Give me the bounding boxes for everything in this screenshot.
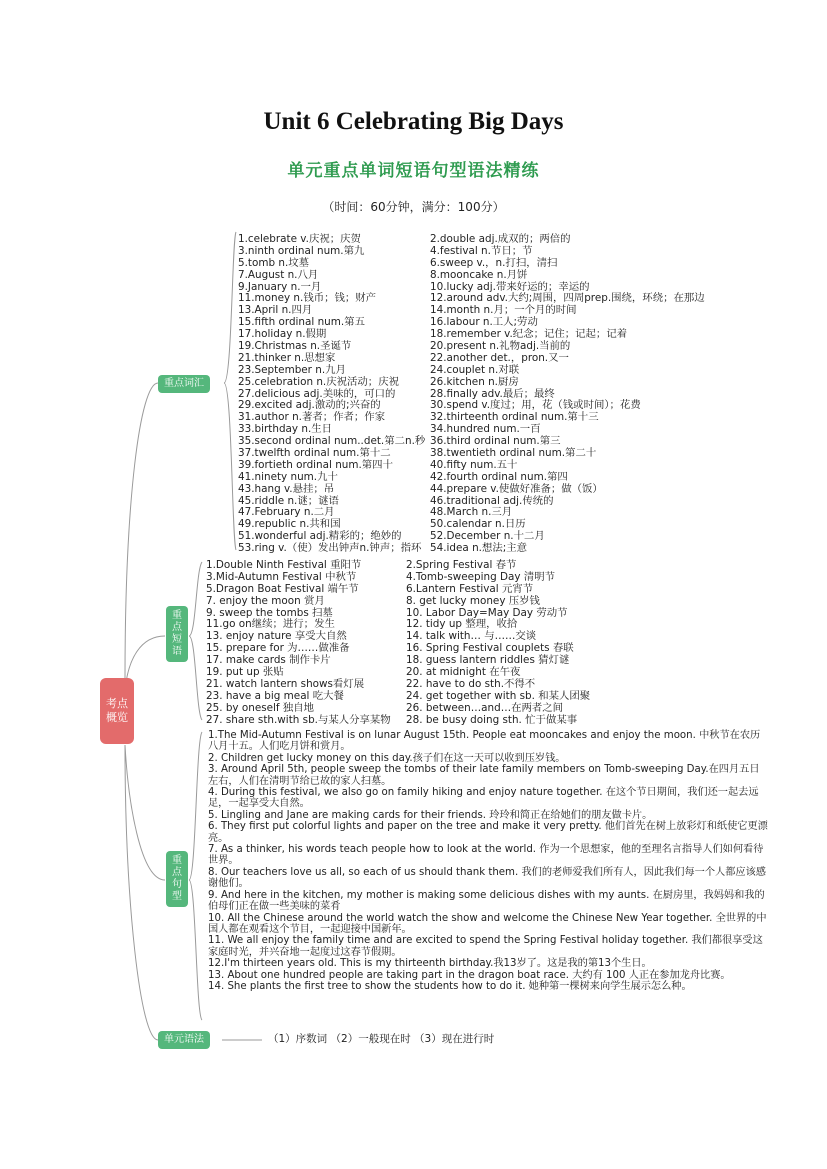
phrase-list-left [206, 560, 391, 726]
vocab-item: 19.Christmas n.圣诞节 [238, 340, 352, 353]
sentence-item: 7. As a thinker, his words teach people how to look at the world. 作为一个思想家，他的至理名言指导人们如何看待世界。 [208, 844, 764, 867]
sentence-item: 3. Around April 5th, people sweep the tombs of their late family members on Tomb-sweeping Day.在四月五日左右，人们在清明节给已故的家人扫墓。 [208, 764, 760, 787]
vocab-list-left [238, 234, 425, 555]
sentence-item: 14. She plants the first tree to show the students how to do it. 她种第一棵树来向学生展示怎么种。 [208, 980, 692, 992]
bracket-sentences [189, 732, 202, 1020]
vocab-item: 32.thirteenth ordinal num.第十三 [430, 411, 599, 424]
phrase-item: 18. guess lantern riddles 猜灯谜 [406, 654, 570, 667]
category-sentences: 重点句型 [166, 851, 188, 907]
vocab-item: 17.holiday n.假期 [238, 328, 327, 341]
vocab-item: 12.around adv.大约;周围，四周prep.围绕，环绕；在那边 [430, 292, 705, 305]
bracket-phrases [189, 562, 202, 720]
phrase-item: 5.Dragon Boat Festival 端午节 [206, 582, 359, 595]
vocab-item: 11.money n.钱币；钱；财产 [238, 292, 377, 305]
phrase-item: 13. enjoy nature 享受大自然 [206, 630, 347, 643]
vocab-item: 6.sweep v.，n.打扫，清扫 [430, 256, 558, 269]
category-grammar: 单元语法 [158, 1031, 210, 1049]
phrase-item: 14. talk with… 与……交谈 [406, 630, 537, 643]
grammar-items: （1）序数词 （2）一般现在时 （3）现在进行时 [268, 1033, 495, 1045]
phrase-item: 6.Lantern Festival 元宵节 [406, 582, 534, 595]
phrase-item: 25. by oneself 独自地 [206, 701, 315, 714]
vocab-item: 24.couplet n.对联 [430, 363, 520, 376]
page-subtitle: 单元重点单词短语句型语法精练 [287, 161, 540, 181]
phrase-item: 24. get together with sb. 和某人团聚 [406, 689, 591, 702]
vocab-item: 22.another det.，pron.又一 [430, 351, 569, 364]
vocab-item: 2.double adj.成双的；两倍的 [430, 233, 571, 245]
phrase-item: 2.Spring Festival 春节 [406, 559, 517, 571]
phrase-item: 16. Spring Festival couplets 春联 [406, 642, 574, 655]
phrase-item: 9. sweep the tombs 扫墓 [206, 606, 333, 619]
category-vocab: 重点词汇 [158, 375, 210, 393]
vocab-item: 44.prepare v.使做好准备；做（饭） [430, 482, 603, 495]
vocab-item: 49.republic n.共和国 [238, 518, 341, 531]
vocab-item: 10.lucky adj.带来好运的；幸运的 [430, 280, 590, 293]
vocab-item: 1.celebrate v.庆祝；庆贺 [238, 233, 361, 245]
vocab-item: 29.excited adj.激动的;兴奋的 [238, 399, 381, 412]
phrase-item: 15. prepare for 为……做准备 [206, 642, 350, 655]
sentence-item: 13. About one hundred people are taking part in the dragon boat race. 大约有 100 人正在参加龙舟比赛。 [208, 969, 731, 981]
vocab-item: 18.remember v.纪念；记住；记起；记着 [430, 328, 628, 341]
vocab-item: 4.festival n.节日；节 [430, 244, 533, 257]
vocab-item: 16.labour n.工人;劳动 [430, 316, 538, 329]
vocab-item: 47.February n.二月 [238, 506, 335, 519]
vocab-item: 7.August n.八月 [238, 268, 319, 281]
sentence-item: 1.The Mid-Autumn Festival is on lunar August 15th. People eat mooncakes and enjoy the moon. 中秋节在农历八月十五。人们吃月饼和赏月。 [208, 730, 761, 753]
vocab-item: 25.celebration n.庆祝活动；庆祝 [238, 375, 399, 388]
vocab-item: 41.ninety num.九十 [238, 470, 338, 483]
vocab-item: 3.ninth ordinal num.第九 [238, 244, 365, 257]
sentence-item: 8. Our teachers love us all, so each of us should thank them. 我们的老师爱我们所有人，因此我们每一个人都应该感谢他们。 [208, 866, 766, 890]
phrase-item: 8. get lucky money 压岁钱 [406, 594, 540, 607]
vocab-item: 8.mooncake n.月饼 [430, 268, 528, 281]
vocab-item: 39.fortieth ordinal num.第四十 [238, 458, 393, 471]
vocab-item: 37.twelfth ordinal num.第十二 [238, 447, 391, 460]
vocab-item: 28.finally adv.最后；最终 [430, 387, 555, 400]
vocab-item: 14.month n.月；一个月的时间 [430, 304, 577, 317]
vocab-item: 5.tomb n.坟墓 [238, 256, 310, 269]
vocab-item: 27.delicious adj.美味的，可口的 [238, 387, 396, 400]
vocab-item: 42.fourth ordinal num.第四 [430, 470, 568, 483]
vocab-item: 52.December n.十二月 [430, 530, 545, 543]
vocab-item: 54.idea n.想法;主意 [430, 542, 528, 555]
phrase-item: 12. tidy up 整理，收拾 [406, 618, 518, 631]
sentence-list [208, 730, 768, 992]
category-phrases: 重点短语 [166, 606, 188, 662]
sentence-item: 11. We all enjoy the family time and are excited to spend the Spring Festival holiday together. 我们都很享受这家庭时光，并兴奋地一起度过这春节假期。 [208, 935, 763, 958]
phrase-item: 23. have a big meal 吃大餐 [206, 689, 344, 702]
vocab-item: 51.wonderful adj.精彩的；绝妙的 [238, 530, 402, 543]
connector-grammar [125, 745, 158, 1040]
vocab-item: 31.author n.著者；作者；作家 [238, 411, 386, 424]
phrase-item: 7. enjoy the moon 赏月 [206, 594, 325, 607]
phrase-item: 19. put up 张贴 [206, 666, 284, 679]
vocab-item: 43.hang v.悬挂；吊 [238, 482, 335, 495]
vocab-item: 21.thinker n.思想家 [238, 351, 336, 364]
sentence-item: 5. Lingling and Jane are making cards for their friends. 玲玲和简正在给她们的朋友做卡片。 [208, 809, 653, 821]
phrase-item: 17. make cards 制作卡片 [206, 654, 331, 667]
phrase-item: 4.Tomb-sweeping Day 清明节 [406, 570, 555, 583]
vocab-item: 23.September n.九月 [238, 363, 346, 376]
vocab-item: 9.January n.一月 [238, 280, 322, 293]
sentence-item: 4. During this festival, we also go on family hiking and enjoy nature together. 在这个节日期间，我们还一起去远足，一起享受大自然。 [208, 787, 759, 810]
vocab-item: 53.ring v.（使）发出钟声n.钟声；指环 [238, 542, 422, 555]
phrase-item: 28. be busy doing sth. 忙于做某事 [406, 713, 578, 726]
sentence-item: 12.I'm thirteen years old. This is my thirteenth birthday.我13岁了。这是我的第13个生日。 [208, 958, 652, 970]
vocab-item: 50.calendar n.日历 [430, 518, 526, 531]
connector-vocab [125, 383, 158, 678]
sentence-item: 10. All the Chinese around the world watch the show and welcome the Chinese New Year together. 全世界的中国人都在观看这个节目，一起迎接中国新年。 [208, 912, 767, 935]
sentence-item: 2. Children get lucky money on this day.孩子们在这一天可以收到压岁钱。 [208, 752, 566, 764]
vocab-item: 15.fifth ordinal num.第五 [238, 316, 365, 329]
vocab-item: 38.twentieth ordinal num.第二十 [430, 447, 597, 460]
bracket-vocab [224, 232, 236, 550]
vocab-item: 34.hundred num.一百 [430, 423, 541, 436]
phrase-item: 10. Labor Day=May Day 劳动节 [406, 606, 568, 619]
phrase-item: 27. share sth.with sb.与某人分享某物 [206, 713, 391, 726]
vocab-item: 26.kitchen n.厨房 [430, 375, 519, 388]
vocab-item: 36.third ordinal num.第三 [430, 435, 561, 448]
vocab-item: 13.April n.四月 [238, 304, 313, 317]
vocab-item: 46.traditional adj.传统的 [430, 494, 554, 507]
phrase-list-right [406, 560, 590, 726]
vocab-item: 48.March n.三月 [430, 506, 513, 519]
vocab-item: 33.birthday n.生日 [238, 423, 333, 436]
vocab-item: 20.present n.礼物adj.当前的 [430, 340, 571, 353]
phrase-item: 20. at midnight 在午夜 [406, 666, 521, 679]
vocab-item: 40.fifty num.五十 [430, 458, 518, 471]
sentence-item: 6. They first put colorful lights and paper on the tree and make it very pretty. 他们首先在树上放彩灯和纸使它更漂亮。 [208, 821, 768, 844]
vocab-item: 30.spend v.度过；用，花（钱或时间）；花费 [430, 399, 641, 412]
phrase-item: 3.Mid-Autumn Festival 中秋节 [206, 570, 357, 583]
phrase-item: 21. watch lantern shows看灯展 [206, 677, 365, 690]
phrase-item: 26. between…and…在两者之间 [406, 701, 564, 714]
connector-sentences [125, 745, 165, 880]
vocab-list-right [430, 234, 705, 555]
center-node: 考点概览 [100, 678, 134, 744]
phrase-item: 22. have to do sth.不得不 [406, 677, 536, 690]
sentence-item: 9. And here in the kitchen, my mother is making some delicious dishes with my aunts. 在厨房里，我妈妈和我的伯母们正在做一些美味的菜肴 [208, 889, 765, 913]
phrase-item: 1.Double Ninth Festival 重阳节 [206, 559, 362, 571]
page-title: Unit 6 Celebrating Big Days [263, 108, 564, 135]
time-info: （时间：60分钟，满分：100分） [322, 200, 505, 214]
vocab-item: 35.second ordinal num..det.第二n.秒 [238, 435, 426, 448]
vocab-item: 45.riddle n.谜；谜语 [238, 494, 339, 507]
phrase-item: 11.go on继续；进行；发生 [206, 618, 335, 631]
